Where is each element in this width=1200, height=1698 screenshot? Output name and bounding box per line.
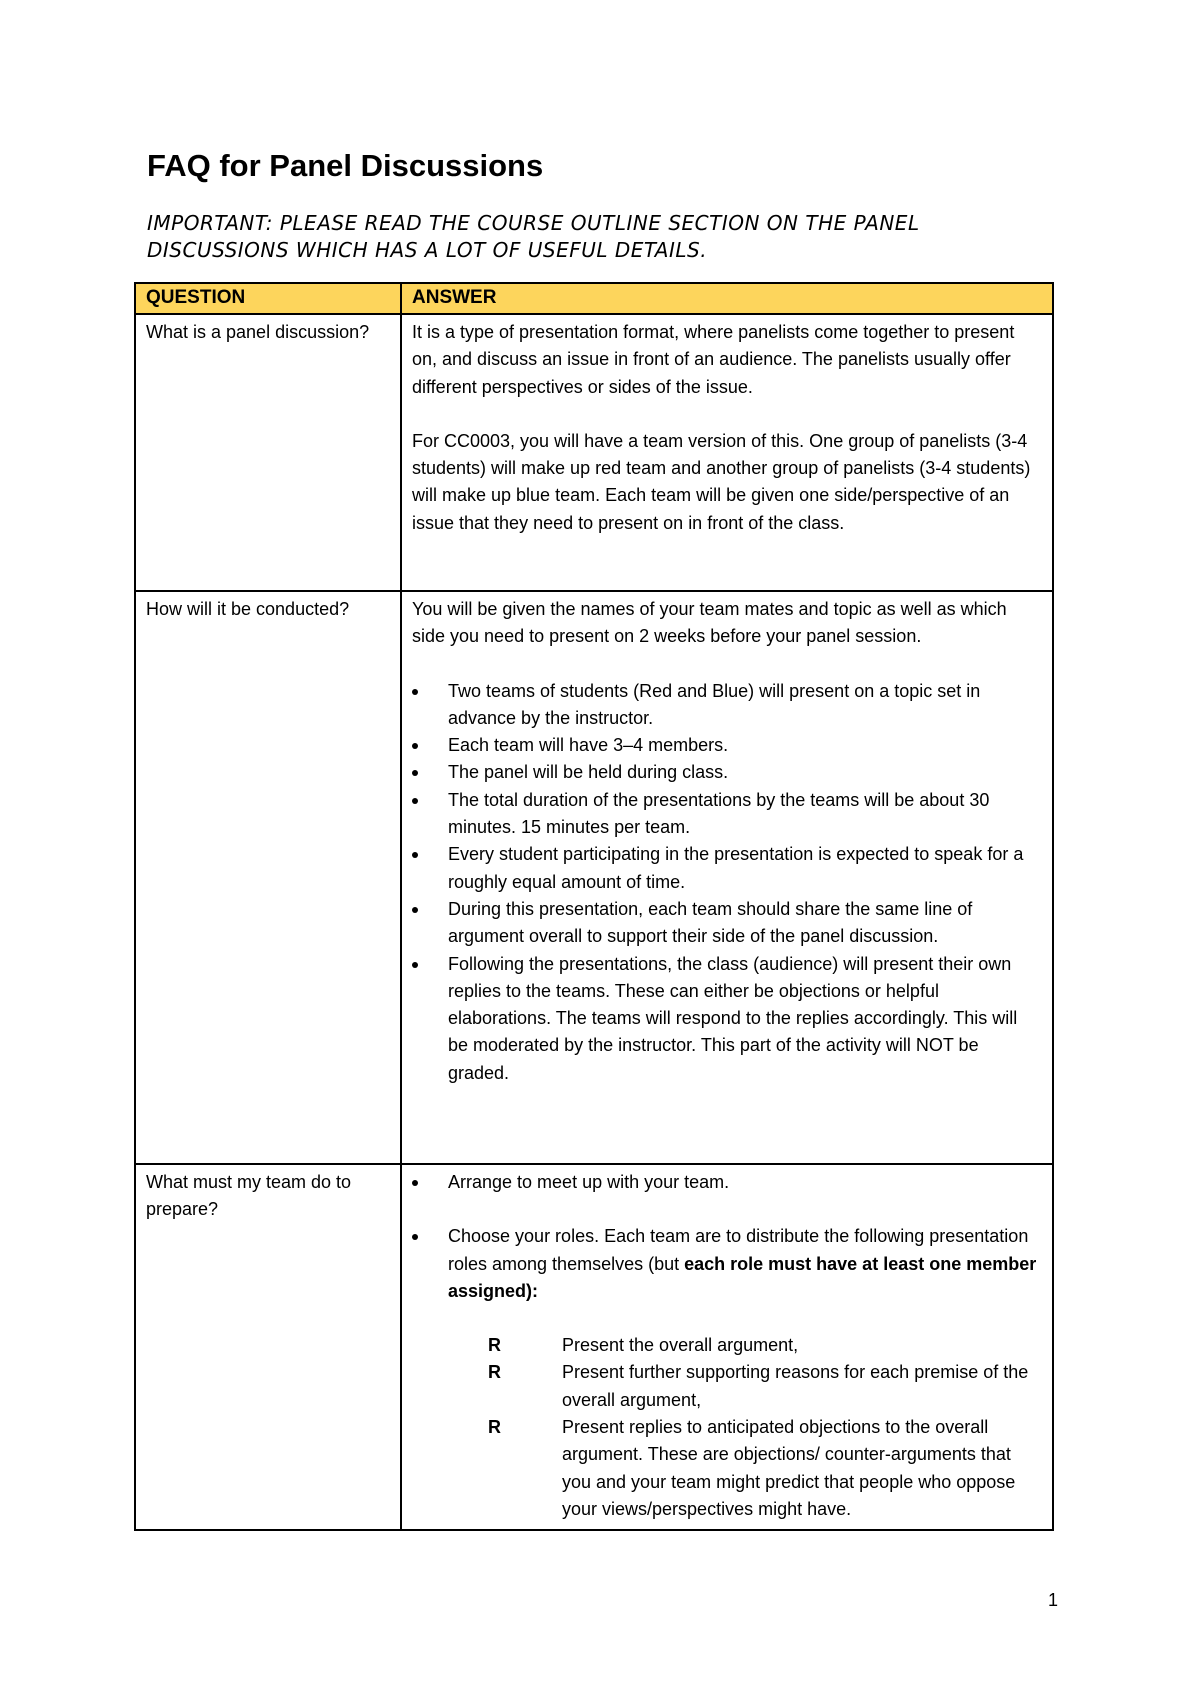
answer-cell — [401, 591, 1053, 1164]
table-row — [135, 314, 1053, 591]
role-letter: R — [488, 1417, 501, 1438]
role-item — [412, 1414, 1042, 1523]
list-item-text: Following the presentations, the class (audience) will present their own replies to the teams. These can either be objections or helpful elaborations. The teams will respond to the replies accordingly. This will be moderated by the instructor. This part of the activity will NOT be graded. — [448, 953, 1018, 1083]
table-header-row — [135, 283, 1053, 314]
list-item — [412, 678, 1042, 733]
role-item — [412, 1332, 1042, 1359]
important-note: IMPORTANT: PLEASE READ THE COURSE OUTLINE SECTION ON THE PANEL DISCUSSIONS WHICH HAS A LOT OF USEFUL DETAILS. — [147, 211, 920, 262]
answer-cell — [401, 314, 1053, 591]
role-description: Present the overall argument, — [562, 1335, 799, 1356]
role-letter: R — [488, 1362, 501, 1383]
question-cell: How will it be conducted? — [135, 591, 401, 1164]
question-cell: What must my team do to prepare? — [135, 1164, 401, 1530]
bullet-icon — [412, 907, 418, 913]
faq-table — [134, 282, 1054, 1531]
header-question: QUESTION — [135, 283, 401, 314]
bullet-icon — [412, 689, 418, 695]
list-item — [412, 732, 1042, 759]
bullet-icon — [412, 962, 418, 968]
list-item — [412, 896, 1042, 951]
bullet-list — [412, 1169, 1042, 1196]
list-item — [412, 841, 1042, 896]
role-description: Present further supporting reasons for each premise of the overall argument, — [562, 1362, 1029, 1410]
list-item-text: Every student participating in the presentation is expected to speak for a roughly equal amount of time. — [448, 844, 1024, 892]
list-item-text: Each team will have 3–4 members. — [448, 735, 729, 756]
role-description: Present replies to anticipated objections to the overall argument. These are objections/ counter-arguments that you and your team might predict that people who oppose your views/perspectives might have. — [562, 1417, 1016, 1519]
roles-list — [412, 1332, 1042, 1523]
answer-cell — [401, 1164, 1053, 1530]
question-cell: What is a panel discussion? — [135, 314, 401, 591]
list-item-text: Arrange to meet up with your team. — [448, 1172, 730, 1192]
bullet-icon — [412, 770, 418, 776]
bullet-list — [412, 678, 1042, 1087]
list-item — [412, 759, 1042, 786]
list-item-text: The total duration of the presentations by the teams will be about 30 minutes. 15 minutes per team. — [448, 789, 990, 838]
list-item-text: Choose your roles. Each team are to distribute the following presentation roles among themselves (but — [448, 1226, 1029, 1274]
list-item — [412, 1169, 1042, 1196]
answer-paragraph: It is a type of presentation format, where panelists come together to present on, and discuss an issue in front of an audience. The panelists usually offer different perspectives or sides of the issue. — [412, 322, 1015, 397]
bullet-icon — [412, 798, 418, 804]
answer-paragraph: For CC0003, you will have a team version of this. One group of panelists (3-4 students) will make up red team and another group of panelists (3-4 students) will make up blue team. Each team will be given one side/perspective of an issue that they need to present on in front of the class. — [412, 430, 1031, 533]
page-title: FAQ for Panel Discussions — [147, 148, 544, 183]
list-item — [412, 787, 1042, 842]
table-row — [135, 1164, 1053, 1530]
header-answer: ANSWER — [401, 283, 1053, 314]
bullet-icon — [412, 743, 418, 749]
list-item-bold-text: each role must have at least one member assigned): — [448, 1253, 1037, 1301]
page-number: 1 — [1048, 1590, 1059, 1610]
role-letter: R — [488, 1335, 501, 1356]
list-item-text: Two teams of students (Red and Blue) will present on a topic set in advance by the instructor. — [448, 680, 981, 728]
list-item-text: The panel will be held during class. — [448, 762, 729, 783]
bullet-icon — [412, 1234, 418, 1240]
list-item — [412, 1223, 1042, 1305]
table-row — [135, 591, 1053, 1164]
bullet-icon — [412, 852, 418, 858]
bullet-icon — [412, 1180, 418, 1186]
list-item-text: During this presentation, each team should share the same line of argument overall to support their side of the panel discussion. — [448, 898, 973, 947]
bullet-list — [412, 1223, 1042, 1305]
answer-paragraph: You will be given the names of your team mates and topic as well as which side you need to present on 2 weeks before your panel session. — [412, 599, 1007, 647]
list-item — [412, 951, 1042, 1087]
role-item — [412, 1359, 1042, 1414]
